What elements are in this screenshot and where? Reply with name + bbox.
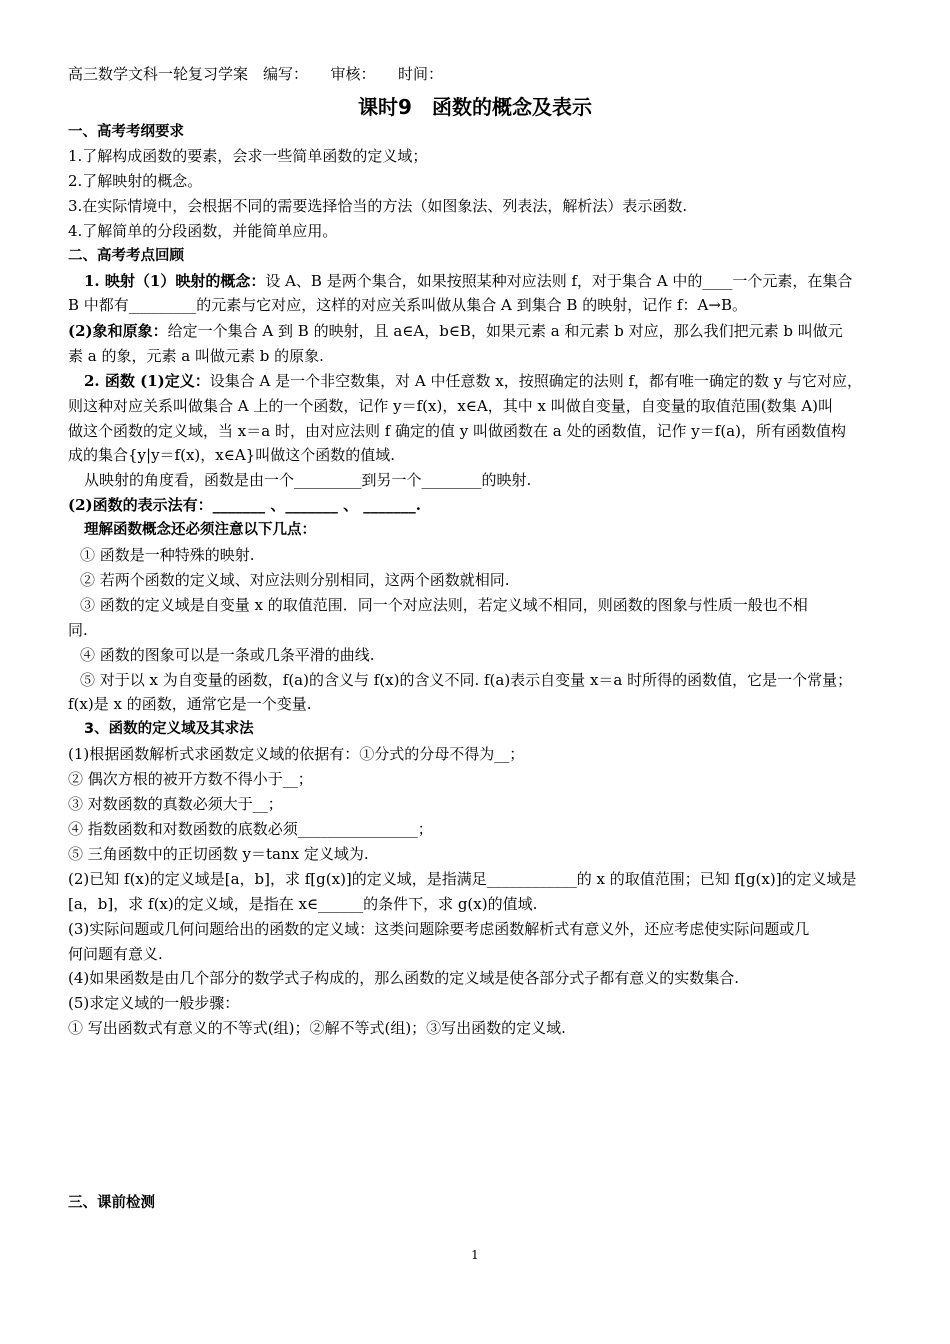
page-title: 课时9 函数的概念及表示 <box>358 95 592 119</box>
section3-heading: 三、课前检测 <box>68 1195 155 1211</box>
image-preimage-line1 <box>68 320 890 342</box>
note-item: ⑤ 对于以 x 为自变量的函数，f(a)的含义与 f(x)的含义不同. f(a)表示自变量 x＝a 时所得的函数值，它是一个常量； <box>80 671 853 689</box>
domain-line: (3)实际问题或几何问题给出的函数的定义域：这类问题除要考虑函数解析式有意义外，还应考虑使实际问题或几 <box>68 920 810 938</box>
domain-line: ② 偶次方根的被开方数不得小于__； <box>68 770 313 788</box>
domain-line: 何问题有意义. <box>68 945 163 963</box>
note-item-continuation: 同. <box>68 621 88 639</box>
section2-heading: 二、高考考点回顾 <box>68 248 184 264</box>
domain-line: (5)求定义域的一般步骤： <box>68 994 240 1012</box>
notes-heading: 理解函数概念还必须注意以下几点： <box>84 522 316 538</box>
section1-heading: 一、高考考纲要求 <box>68 124 184 140</box>
domain-line: ① 写出函数式有意义的不等式(组)；②解不等式(组)；③写出函数的定义域. <box>68 1019 566 1037</box>
domain-line: ⑤ 三角函数中的正切函数 y＝tanx 定义域为. <box>68 845 369 863</box>
mapping-definition-label: 1. 映射（1）映射的概念： <box>84 272 266 290</box>
image-preimage-text: 给定一个集合 A 到 B 的映射，且 a∈A，b∈B，如果元素 a 和元素 b 对应，那么我们把元素 b 叫做元 <box>167 322 843 340</box>
function-definition-label: 2. 函数 (1)定义： <box>84 372 210 390</box>
domain-line: ③ 对数函数的真数必须大于__； <box>68 795 283 813</box>
mapping-definition-line1 <box>84 270 890 292</box>
note-item: ② 若两个函数的定义域、对应法则分别相同，这两个函数就相同. <box>80 571 510 589</box>
requirement-item: 2.了解映射的概念。 <box>68 172 203 190</box>
function-definition-text: 设集合 A 是一个非空数集，对 A 中任意数 x，按照确定的法则 f，都有唯一确定的数 y 与它对应， <box>209 372 863 390</box>
function-definition-line2: 则这种对应关系叫做集合 A 上的一个函数，记作 y＝f(x)，x∈A，其中 x 叫做自变量，自变量的取值范围(数集 A)叫 <box>68 397 834 415</box>
image-preimage-label: (2)象和原象： <box>68 322 168 340</box>
domain-line: (2)已知 f(x)的定义域是[a，b]，求 f[g(x)]的定义域，是指满足____________的 x 的取值范围；已知 f[g(x)]的定义域是 <box>68 870 857 888</box>
mapping-perspective-line: 从映射的角度看，函数是由一个_________到另一个________的映射. <box>84 471 532 489</box>
requirement-item: 4.了解简单的分段函数，并能简单应用。 <box>68 222 338 240</box>
requirement-item: 1.了解构成函数的要素，会求一些简单函数的定义域； <box>68 147 428 165</box>
mapping-definition-line2: B 中都有_________的元素与它对应，这样的对应关系叫做从集合 A 到集合 B 的映射，记作 f：A→B。 <box>68 296 747 314</box>
header-line: 高三数学文科一轮复习学案 编写： 审核： 时间： <box>68 65 444 83</box>
domain-heading: 3、函数的定义域及其求法 <box>84 721 254 737</box>
page-number: 1 <box>471 1248 479 1262</box>
domain-line: (4)如果函数是由几个部分的数学式子构成的，那么函数的定义域是使各部分式子都有意义的实数集合. <box>68 969 740 987</box>
note-item: ① 函数是一种特殊的映射. <box>80 546 255 564</box>
image-preimage-line2: 素 a 的象，元素 a 叫做元素 b 的原象. <box>68 347 324 365</box>
domain-line: [a，b]，求 f(x)的定义域，是指在 x∈______的条件下，求 g(x)的值域. <box>68 895 538 913</box>
representation-methods-line: (2)函数的表示法有：_______ 、_______ 、 _______. <box>68 496 422 514</box>
function-definition-line3: 做这个函数的定义域，当 x＝a 时，由对应法则 f 确定的值 y 叫做函数在 a 处的函数值，记作 y＝f(a)，所有函数值构 <box>68 422 846 440</box>
note-item: ③ 函数的定义域是自变量 x 的取值范围．同一个对应法则，若定义域不相同，则函数的图象与性质一般也不相 <box>80 596 808 614</box>
function-definition-line1 <box>84 370 890 392</box>
requirement-item: 3.在实际情境中，会根据不同的需要选择恰当的方法（如图象法、列表法，解析法）表示函数. <box>68 197 688 215</box>
domain-line: ④ 指数函数和对数函数的底数必须________________； <box>68 820 433 838</box>
note-item-continuation: f(x)是 x 的函数，通常它是一个变量. <box>68 695 312 713</box>
function-definition-line4: 成的集合{y|y＝f(x)，x∈A}叫做这个函数的值域. <box>68 446 395 464</box>
domain-line: (1)根据函数解析式求函数定义域的依据有：①分式的分母不得为__； <box>68 745 525 763</box>
note-item: ④ 函数的图象可以是一条或几条平滑的曲线. <box>80 646 375 664</box>
mapping-definition-text: 设 A、B 是两个集合，如果按照某种对应法则 f，对于集合 A 中的____一个元素，在集合 <box>265 272 853 290</box>
